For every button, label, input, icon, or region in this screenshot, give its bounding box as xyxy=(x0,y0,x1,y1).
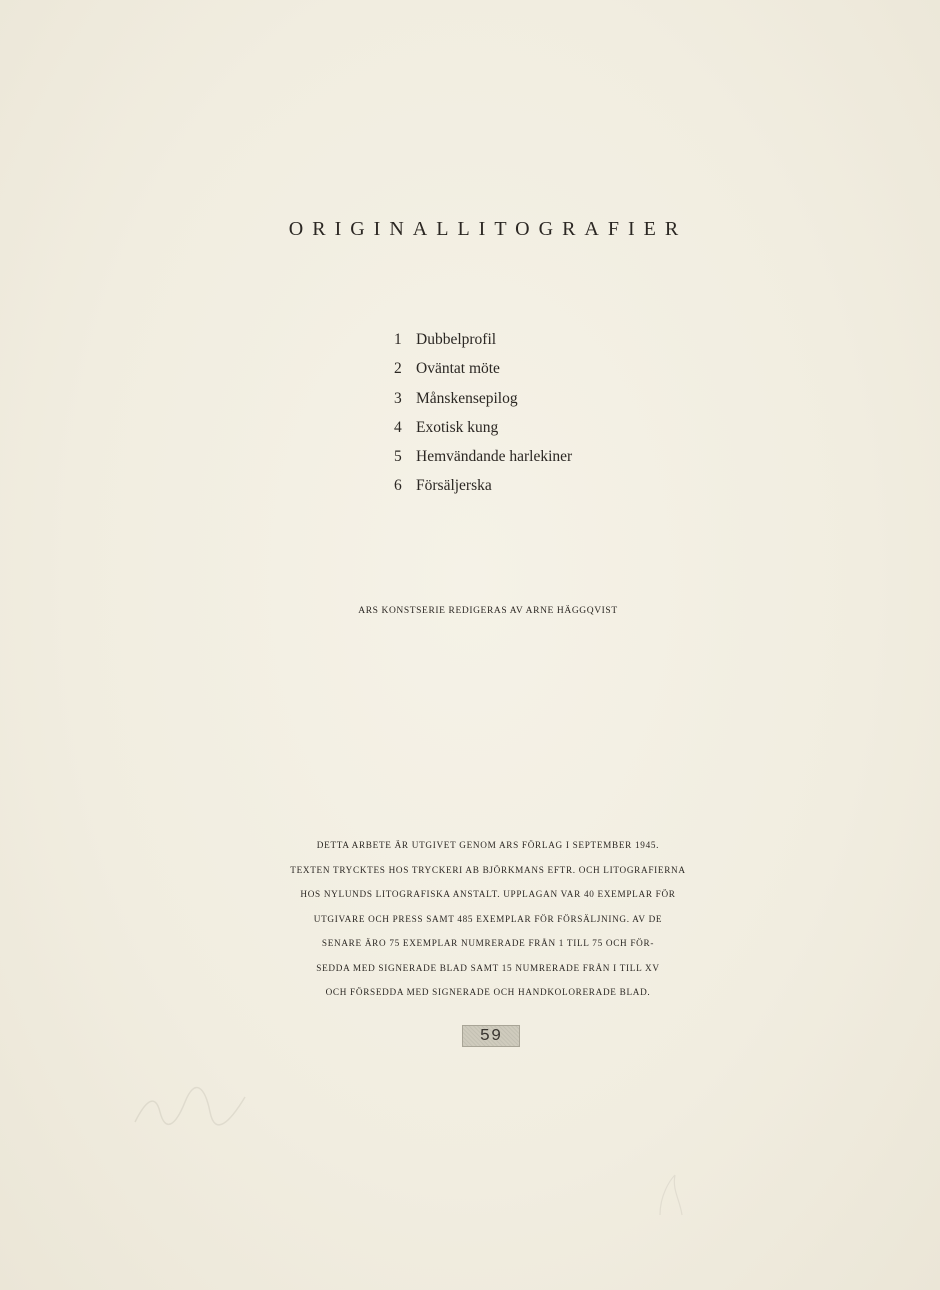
colophon-line: DETTA ARBETE ÄR UTGIVET GENOM ARS FÖRLAG I SEPTEMBER 1945. xyxy=(316,840,660,850)
colophon-line: HOS NYLUNDS LITOGRAFISKA ANSTALT. UPPLAGAN VAR 40 EXEMPLAR FÖR xyxy=(300,889,676,899)
editor-credit: ARS KONSTSERIE REDIGERAS AV ARNE HÄGGQVIST xyxy=(358,606,618,616)
list-item xyxy=(388,354,572,383)
faint-emboss-mark xyxy=(650,1170,690,1220)
plate-number: 2 xyxy=(394,360,402,378)
plate-number: 5 xyxy=(394,448,402,466)
plate-number: 6 xyxy=(394,477,402,495)
lithograph-list xyxy=(388,325,572,501)
plate-title: Dubbelprofil xyxy=(416,331,497,348)
colophon-line: SEDDA MED SIGNERADE BLAD SAMT 15 NUMRERADE FRÅN I TILL XV xyxy=(316,962,660,973)
colophon-line: UTGIVARE OCH PRESS SAMT 485 EXEMPLAR FÖR FÖRSÄLJNING. AV DE xyxy=(313,913,663,924)
colophon-line: SENARE ÄRO 75 EXEMPLAR NUMRERADE FRÅN 1 TILL 75 OCH FÖR- xyxy=(321,938,655,948)
colophon-text xyxy=(0,833,940,1005)
page-title: ORIGINALLITOGRAFIER xyxy=(288,218,688,240)
plate-number: 3 xyxy=(394,389,402,407)
colophon-line: OCH FÖRSEDDA MED SIGNERADE OCH HANDKOLORERADE BLAD. xyxy=(325,987,651,997)
plate-title: Försäljerska xyxy=(416,477,492,495)
plate-title: Hemvändande harlekiner xyxy=(416,448,573,466)
plate-number: 1 xyxy=(394,331,402,348)
plate-title: Exotisk kung xyxy=(416,418,499,436)
list-item xyxy=(388,413,572,442)
plate-title: Oväntat möte xyxy=(416,360,500,378)
list-item xyxy=(388,442,572,471)
copy-number-stamp: 59 xyxy=(462,1025,520,1047)
faint-signature-mark xyxy=(130,1082,250,1132)
plate-number: 4 xyxy=(394,418,402,436)
list-item xyxy=(388,384,572,413)
list-item xyxy=(388,471,572,500)
list-item xyxy=(388,325,572,354)
plate-title: Månskensepilog xyxy=(416,389,518,407)
colophon-line: TEXTEN TRYCKTES HOS TRYCKERI AB BJÖRKMANS EFTR. OCH LITOGRAFIERNA xyxy=(290,864,686,875)
